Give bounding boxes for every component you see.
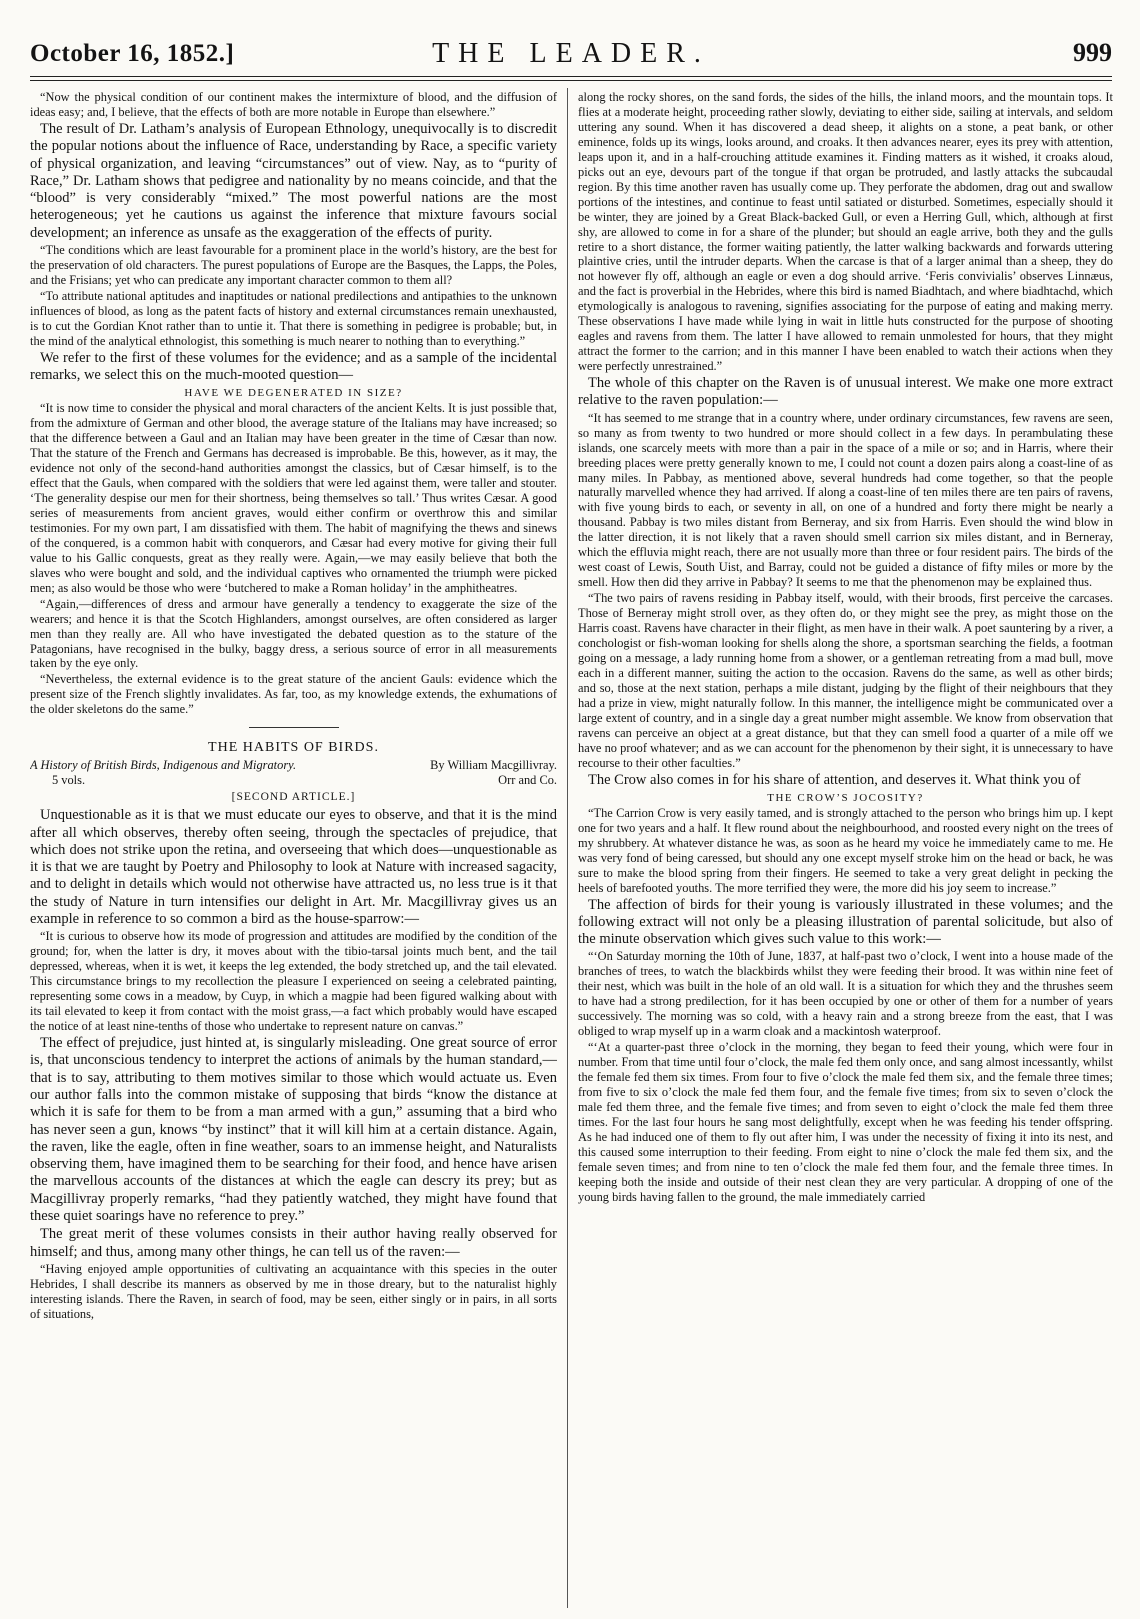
quote-paragraph: “It is now time to consider the physical and moral characters of the ancient Kelts. It is just possible that, from the admixture of German and other blood, the average stature of the Italians may have increased; so that the difference between a Gaul and an Italian may have been greater in the time of Cæsar than now. That the stature of the French and Germans has decreased is improbable. Be this, however, as it may, the evidence not only of the second-hand authorities amongst the classics, but of Cæsar himself, is to the effect that the Gauls, when compared with the soldiers that were led against them, were taller and stouter. ‘The generality despise our men for their shortness, being themselves so tall.’ Thus writes Cæsar. A good series of measurements from ancient graves, would either confirm or overthrow this and similar testimonies. For my own part, I am dissatisfied with them. The habit of magnifying the thews and sinews of the conquered, is a common habit with conquerors, and Cæsar had every motive for giving their full value to his Gallic conquests, great as they really were. Again,—we may easily believe that both the slaves who were bought and sold, and the individual captives who ornamented the triumph were picked men; as also would be those who were ‘butchered to make a Roman holiday’ in the amphitheatres.: [30, 401, 557, 595]
body-paragraph: The affection of birds for their young is variously illustrated in these volumes; and the following extract will not only be a pleasing illustration of parental solicitude, but also of the minute observation which gives such value to this work:—: [578, 896, 1113, 948]
masthead-title: THE LEADER.: [432, 38, 710, 69]
issue-date: October 16, 1852.]: [30, 40, 235, 67]
section-rule: [249, 727, 339, 728]
quote-paragraph: “It has seemed to me strange that in a country where, under ordinary circumstances, few ravens are seen, so many as from twenty to two hundred or more should collect in a few days. In perambulating these islands, one scarcely meets with more than a pair in the space of a mile or so; and in Harris, where their breeding places were pretty generally known to me, I could not count a dozen pairs along a coast-line of as many miles. In Pabbay, as mentioned above, several hundreds had come together, so that the people naturally marvelled whence they had arrived. If along a coast-line of ten miles there are ten pairs of ravens, with five young birds to each, or seventy in all, on one of a hundred and forty there might be nearly a thousand. Pabbay is two miles distant from Berneray, and six from Harris. Even should the wind blow in the latter direction, it is not likely that a raven should smell carrion six miles distant, and in Berneray, which the effluvia might reach, there are not usually more than three or four resident pairs. The birds of the west coast of Lewis, South Uist, and Barray, could not be guided a distance of fifty miles or more by the smell. How then did they arrive in Pabbay? It seems to me that the phenomenon may be explained thus.: [578, 410, 1113, 590]
quote-paragraph: “‘At a quarter-past three o’clock in the morning, they began to feed their young, which were four in number. From that time until four o’clock, the male fed them only once, and sang almost incessantly, whilst the female fed them six times. From four to five o’clock the male fed them six, and the female three times; from five to six o’clock the male fed them four, and the female five times; from six to seven o’clock the male fed them three, and the female five times; and from seven to eight o’clock the male fed them three times. For the last four hours he sang most delightfully, except when he was feeding his tender offspring. As he had induced one of them to fly out after him, I was under the necessity of fixing it into its nest, and this caused some interruption to their feeding. From eight to nine o’clock the male fed them six, and the female seven times; and from nine to ten o’clock the male fed them four, and the female three times. In keeping both the inside and outside of their nest clean they are very particular. A dropping of one of the young birds having fallen to the ground, the male immediately carried: [578, 1040, 1113, 1204]
quote-paragraph: “The conditions which are least favourable for a prominent place in the world’s history, are the best for the preservation of old characters. The purest populations of Europe are the Basques, the Lapps, the Poles, and the Frisians; yet who can predicate any important character common to them all?: [30, 242, 557, 287]
body-paragraph: We refer to the first of these volumes for the evidence; and as a sample of the incidental remarks, we select this on the much-mooted question—: [30, 349, 557, 383]
quote-paragraph: “Now the physical condition of our continent makes the intermixture of blood, and the diffusion of ideas easy; and, I believe, that the effects of both are more notable in Europe than elsewhere.”: [30, 90, 557, 119]
quote-paragraph: “Having enjoyed ample opportunities of cultivating an acquaintance with this species in the outer Hebrides, I shall describe its manners as observed by me in those dreary, but to the naturalist highly interesting islands. There the Raven, in search of food, may be seen, either singly or in pairs, in all sorts of situations,: [30, 1261, 557, 1321]
book-title: A History of British Birds, Indigenous and Migratory.: [30, 758, 297, 773]
quote-paragraph: “‘On Saturday morning the 10th of June, 1837, at half-past two o’clock, I went into a house made of the branches of trees, to watch the blackbirds whilst they were feeding their brood. It was within nine feet of their nest, which was built in the hole of an old wall. It is a situation for which they and the thrushes seem to have had a strong predilection, for it has been occupied by one or other of them for a number of years successively. The morning was so cold, with a heavy rain and a strong breeze from the east, that I was obliged to wrap myself up in a warm cloak and a mackintosh waterproof.: [578, 949, 1113, 1039]
section-subheading: HAVE WE DEGENERATED IN SIZE?: [184, 387, 403, 400]
book-author: By William Macgillivray.: [430, 758, 557, 773]
quote-paragraph: along the rocky shores, on the sand fords, the sides of the hills, the inland moors, and the mountain tops. It flies at a moderate height, proceeding rather slowly, deviating to either side, sailing at intervals, and seldom uttering any sound. When it has discovered a dead sheep, it alights on a stone, a peat bank, or other eminence, folds up its wings, looks around, and croaks. It then advances nearer, eyes its prey with attention, leaps upon it, and in a half-crouching attitude examines it. Finding matters as it wished, it croaks aloud, picks out an eye, devours part of the tongue if that organ be protruded, and lastly attacks the subcaudal region. By this time another raven has usually come up. They perforate the abdomen, drag out and swallow portions of the intestines, and continue to feast until satiated or disturbed. Sometimes, especially should it be winter, they are joined by a Great Black-backed Gull, or even a Herring Gull, which, although at first shy, are allowed to come in for a share of the plunder; but should an eagle arrive, both they and the gulls retire to a short distance, the former waiting patiently, the latter walking backwards and forwards uttering plaintive cries, until the intruder departs. When the carcase is that of a larger animal than a sheep, they do not however fly off, although an eagle or even a dog should arrive. ‘Feris convivialis’ observes Linnæus, and the fact is proverbial in the Hebrides, where this bird is named Biadhtach, and where biadhtachd, which etymologically is analogous to ravening, signifies associating for the purpose of eating and making merry. These observations I have made while lying in wait in little huts constructed for the purpose of shooting eagles and ravens from them. The latter I have allowed to remain unmolested for hours, that they might attract the former to the carrion; and in this manner I have been enabled to watch their actions when they were perfectly unrestrained.”: [578, 90, 1113, 374]
body-paragraph: Unquestionable as it is that we must educate our eyes to observe, and that it is the mind after all which observes, thereby often seeing, through the spectacles of prejudice, that which does not strike upon the retina, and overseeing that which does—unquestionable as it is that we are taught by Poetry and Philosophy to look at Nature with increased sagacity, and to delight in details which would not otherwise have attracted us, no less true is it that the study of Nature in turn intensifies our delight in Art. Mr. Macgillivray gives us an example in reference to so common a bird as the house-sparrow:—: [30, 807, 557, 928]
body-paragraph: The great merit of these volumes consists in their author having really observed for himself; and thus, among many other things, he can tell us of the raven:—: [30, 1226, 557, 1260]
page-number: 999: [1073, 38, 1112, 67]
body-paragraph: The Crow also comes in for his share of attention, and deserves it. What think you of: [588, 771, 1081, 788]
quote-paragraph: “The two pairs of ravens residing in Pabbay itself, would, with their broods, first perceive the carcases. Those of Berneray might stroll over, as they often do, or they might see the prey, as might those on the Harris coast. Ravens have character in their flight, as men have in their walk. A poet sauntering by a river, a conchologist or fish-woman looking for shells along the shore, a sportsman searching the fields, a footman going on a message, a lady running home from a shower, or a gentleman retreating from a mad bull, move each in a different manner, suiting the action to the occasion. Ravens do the same, as well as other birds; and so, those at the next station, perhaps a mile distant, judging by the flight of their neighbours that they had a prize in view, might naturally follow. In this manner, the intelligence might be communicated over a large extent of country, and in a single day a great number might assemble. We know from observation that ravens can perceive an object at a great distance, but that they can smell food a quarter of a mile off we have no proof whatever; and as we can account for the phenomenon by their sight, it is unnecessary to have recourse to their other faculties.”: [578, 591, 1113, 770]
page-header: [30, 30, 1112, 72]
article-title: THE HABITS OF BIRDS.: [208, 740, 379, 756]
article-number: [SECOND ARTICLE.]: [231, 791, 356, 804]
column-divider: [567, 88, 568, 1608]
section-subheading: THE CROW’S JOCOSITY?: [767, 791, 924, 804]
header-rule: [30, 76, 1112, 77]
body-paragraph: The result of Dr. Latham’s analysis of European Ethnology, unequivocally is to discredit the popular notions about the influence of Race, understanding by Race, a specific variety of physical organization, and leaving “circumstances” out of view. Nay, as to “purity of Race,” Dr. Latham shows that pedigree and nationality by no means coincide, and that the “blood” is very considerably “mixed.” The most powerful nations are the most heterogeneous; yet he cautions us against the inference that mixture favours social development; an inference as unsafe as the exaggeration of the effects of purity.: [30, 120, 557, 241]
quote-paragraph: “Again,—differences of dress and armour have generally a tendency to exaggerate the size of the wearers; and hence it is that the Scotch Highlanders, amongst ourselves, are often considered as larger men than they really are. All who have investigated the debated question as to the stature of the Patagonians, have recognised in the bulky, baggy dress, a serious source of error in all measurements taken by the eye only.: [30, 596, 557, 671]
quote-paragraph: “The Carrion Crow is very easily tamed, and is strongly attached to the person who brings him up. I kept one for two years and a half. It flew round about the neighbourhood, and roosted every night on the trees of my shrubbery. At whatever distance he was, as soon as he heard my voice he immediately came to me. He was very fond of being caressed, but should any one except myself stroke him on the head or back, he was sure to make the blood spring from their fingers. He seemed to take a very great delight in pecking the heels of barefooted youths. The more terrified they were, the more did his joy seem to increase.”: [578, 805, 1113, 895]
quote-paragraph: “To attribute national aptitudes and inaptitudes or national predilections and antipathies to the unknown influences of blood, as long as the patent facts of history and external circumstances remain unexhausted, is to cut the Gordian Knot rather than to untie it. That there is something in pedigree is probable; but, in the mind of the analytical ethnologist, this something is much nearer to nothing than to everything.”: [30, 288, 557, 348]
quote-paragraph: “Nevertheless, the external evidence is to the great stature of the ancient Gauls: evidence which the present size of the French slightly invalidates. As far, too, as my knowledge extends, the exhumations of the older skeletons do the same.”: [30, 672, 557, 717]
book-volumes: 5 vols.: [52, 772, 86, 787]
body-paragraph: The whole of this chapter on the Raven is of unusual interest. We make one more extract relative to the raven population:—: [578, 375, 1113, 409]
book-citation: [30, 758, 557, 787]
header-rule-thin: [30, 80, 1112, 81]
quote-paragraph: “It is curious to observe how its mode of progression and attitudes are modified by the condition of the ground; for, when the latter is dry, it moves about with the tibio-tarsal joints much bent, and the tail depressed, whereas, when it is wet, it keeps the leg extended, the body stretched up, and the tail elevated. This circumstance brings to my recollection the pleasure I experienced on seeing a celebrated painting, representing some cows in a meadow, by Cuyp, in which a magpie had been figured walking about with its tail elevated to keep it from contact with the moist grass,—a fact which probably would have escaped the notice of at least nine-tenths of those who undertake to represent nature on canvas.”: [30, 929, 557, 1034]
book-publisher: Orr and Co.: [498, 772, 557, 787]
left-column: [30, 90, 557, 1605]
body-paragraph: The effect of prejudice, just hinted at, is singularly misleading. One great source of error is, that unconscious tendency to interpret the actions of animals by the human standard,—that is to say, attributing to them motives similar to those which would actuate us. Even our author falls into the common mistake of supposing that birds “know the distance at which it is safe for them to be from a man armed with a gun,” assuming that a bird who has never seen a gun, knows “by instinct” that it will kill him at a certain distance. Again, the raven, like the eagle, often in fine weather, soars to an immense height, and Naturalists observing them, have imagined them to be searching for their food, and hence have arisen the marvellous accounts of the distances at which the eagle can descry its prey; but as Macgillivray properly remarks, “had they patiently watched, they might have found that these quiet soarings have no reference to prey.”: [30, 1035, 557, 1224]
right-column: [578, 90, 1113, 1605]
